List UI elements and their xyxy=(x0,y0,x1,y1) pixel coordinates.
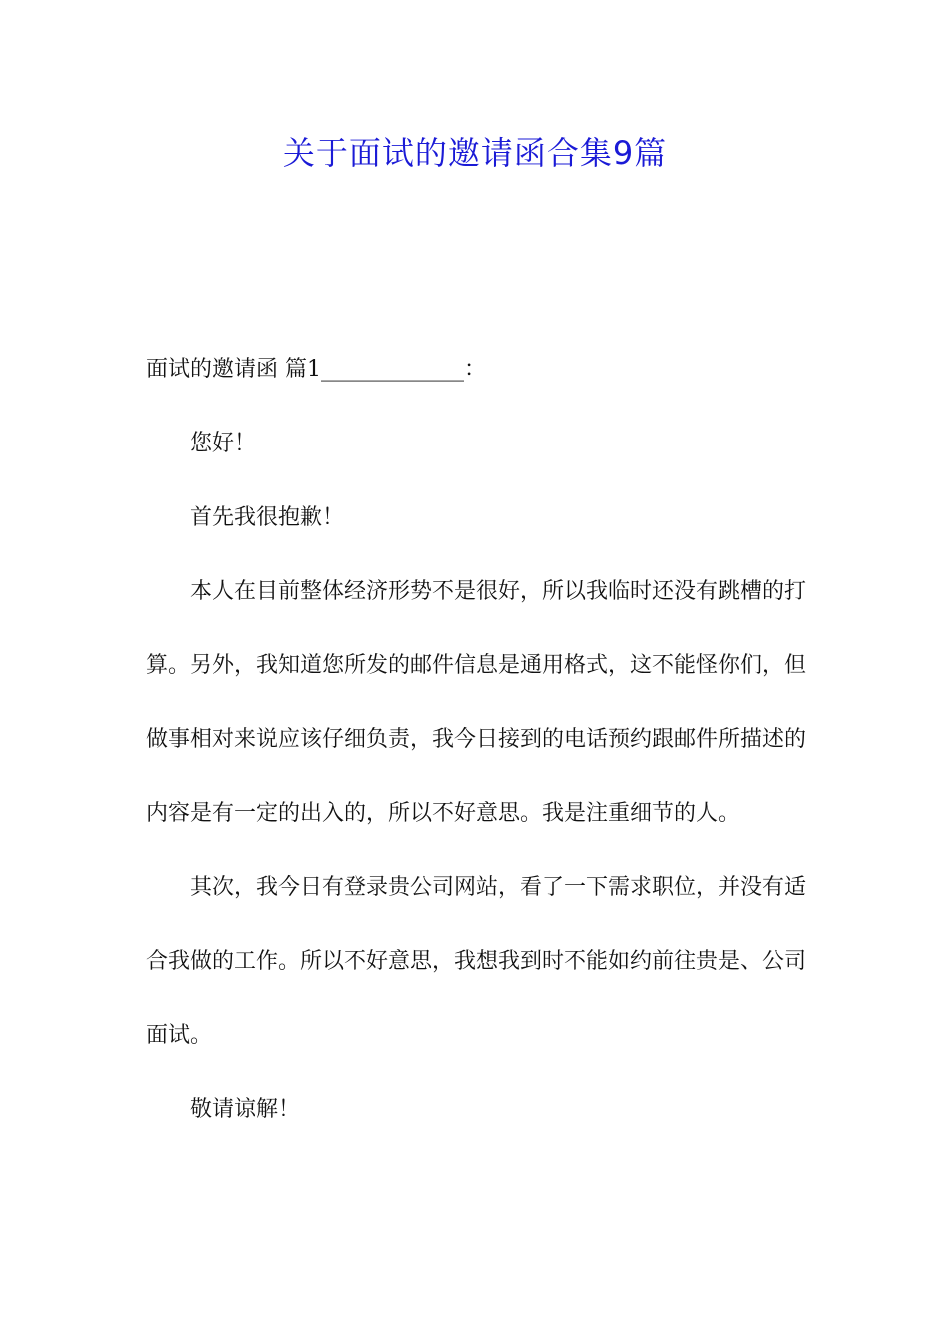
paragraph-apology: 首先我很抱歉！ xyxy=(190,505,345,530)
document-title: 关于面试的邀请函合集9篇 xyxy=(282,134,668,172)
letter-heading-line: 面试的邀请函 篇1_____________： xyxy=(146,357,486,382)
paragraph-greeting: 您好！ xyxy=(190,431,257,456)
paragraph-closing: 敬请谅解！ xyxy=(190,1097,301,1122)
paragraph-reason-one: 本人在目前整体经济形势不是很好，所以我临时还没有跳槽的打算。另外，我知道您所发的邮件信息是通用格式，这不能怪你们，但做事相对来说应该仔细负责，我今日接到的电话预约跟邮件所描述的内容是有一定的出入的，所以不好意思。我是注重细节的人。 xyxy=(146,579,807,826)
document-body xyxy=(146,333,806,1147)
paragraph-reason-two: 其次，我今日有登录贵公司网站，看了一下需求职位，并没有适合我做的工作。所以不好意思，我想我到时不能如约前往贵是、公司面试。 xyxy=(146,875,807,1048)
